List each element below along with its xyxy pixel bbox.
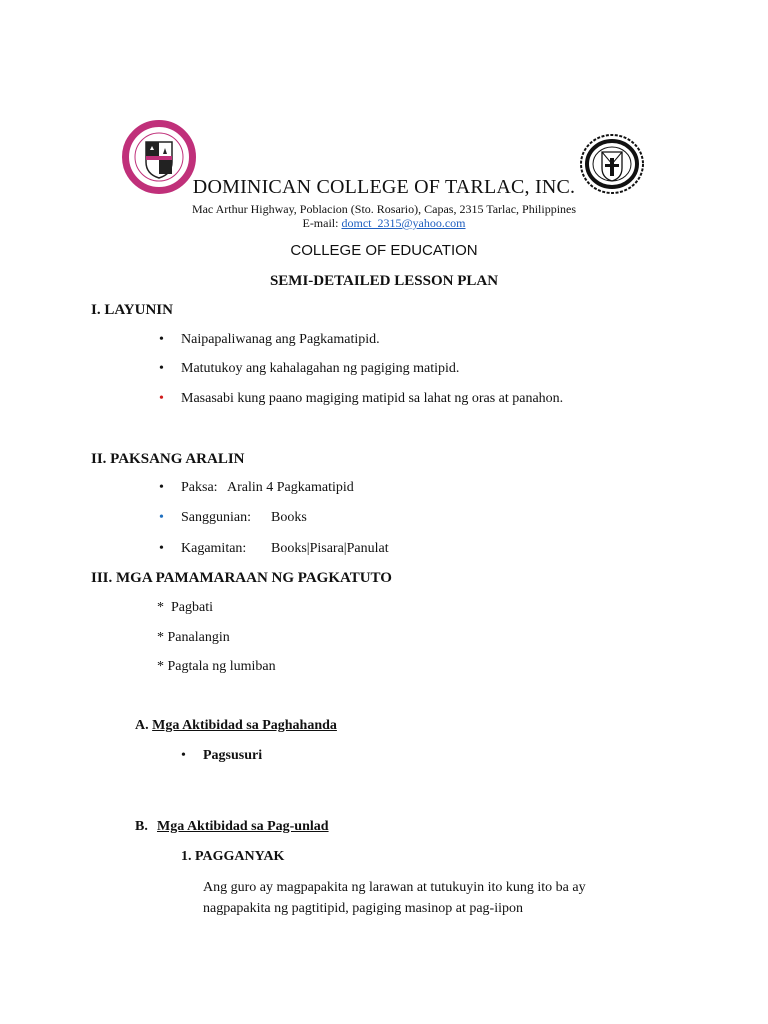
list-item: [157, 659, 276, 675]
bullet-icon: •: [159, 510, 164, 525]
asterisk-icon: *: [157, 659, 168, 674]
list-item: [181, 748, 262, 764]
email-link[interactable]: domct_2315@yahoo.com: [341, 216, 466, 230]
item-label: Paksa:: [181, 480, 218, 495]
bullet-icon: •: [159, 391, 164, 406]
list-item: [159, 361, 459, 377]
item-value: Books: [271, 510, 307, 525]
bullet-icon: •: [159, 480, 164, 495]
list-item: [159, 332, 380, 348]
bullet-icon: •: [159, 361, 164, 376]
list-item: [157, 600, 213, 616]
part-b-letter: B.: [135, 819, 148, 834]
section-pamamaraan-heading: III. MGA PAMAMARAAN NG PAGKATUTO: [91, 570, 392, 586]
email-label: E-mail:: [302, 216, 339, 230]
college-name: COLLEGE OF EDUCATION: [290, 242, 478, 259]
bullet-icon: •: [159, 332, 164, 347]
list-item: [159, 541, 389, 557]
part-a-title: Mga Aktibidad sa Paghahanda: [152, 718, 337, 733]
part-a-heading: [135, 718, 337, 734]
asterisk-icon: *: [157, 630, 168, 645]
list-item-text: Naipapaliwanag ang Pagkamatipid.: [181, 332, 380, 347]
list-item: [157, 630, 230, 646]
list-item-text: Matutukoy ang kahalagahan ng pagiging matipid.: [181, 361, 460, 376]
pagganyak-heading: 1. PAGGANYAK: [181, 849, 285, 864]
list-item: [159, 510, 307, 526]
item-label: Kagamitan:: [181, 541, 247, 556]
part-b-heading: [135, 819, 329, 835]
school-name: DOMINICAN COLLEGE OF TARLAC, INC.: [192, 176, 576, 198]
item-label: Sanggunian:: [181, 510, 251, 525]
list-item: [159, 391, 563, 407]
part-b-title: Mga Aktibidad sa Pag-unlad: [157, 819, 329, 834]
bullet-icon: •: [159, 541, 164, 556]
section-layunin-heading: I. LAYUNIN: [91, 302, 173, 318]
school-address: Mac Arthur Highway, Poblacion (Sto. Rosario), Capas, 2315 Tarlac, Philippines: [191, 202, 577, 216]
item-value: Books|Pisara|Panulat: [271, 541, 389, 556]
list-item-text: Pagsusuri: [203, 748, 263, 763]
item-value: Aralin 4 Pagkamatipid: [227, 480, 354, 495]
bullet-icon: •: [181, 748, 186, 763]
asterisk-icon: *: [157, 600, 171, 615]
part-a-letter: A.: [135, 718, 149, 733]
document-title: SEMI-DETAILED LESSON PLAN: [269, 273, 499, 289]
list-item-text: Masasabi kung paano magiging matipid sa lahat ng oras at panahon.: [181, 391, 564, 406]
email-line: [0, 216, 768, 231]
list-item-text: Panalangin: [167, 630, 230, 645]
list-item-text: Pagbati: [171, 600, 213, 615]
section-paksang-aralin-heading: II. PAKSANG ARALIN: [91, 451, 245, 467]
pagganyak-paragraph: Ang guro ay magpapakita ng larawan at tutukuyin ito kung ito ba ay nagpapakita ng pagtitipid, pagiging masinop at pag-iipon: [203, 880, 586, 916]
list-item: [159, 480, 354, 496]
list-item-text: Pagtala ng lumiban: [167, 659, 276, 674]
